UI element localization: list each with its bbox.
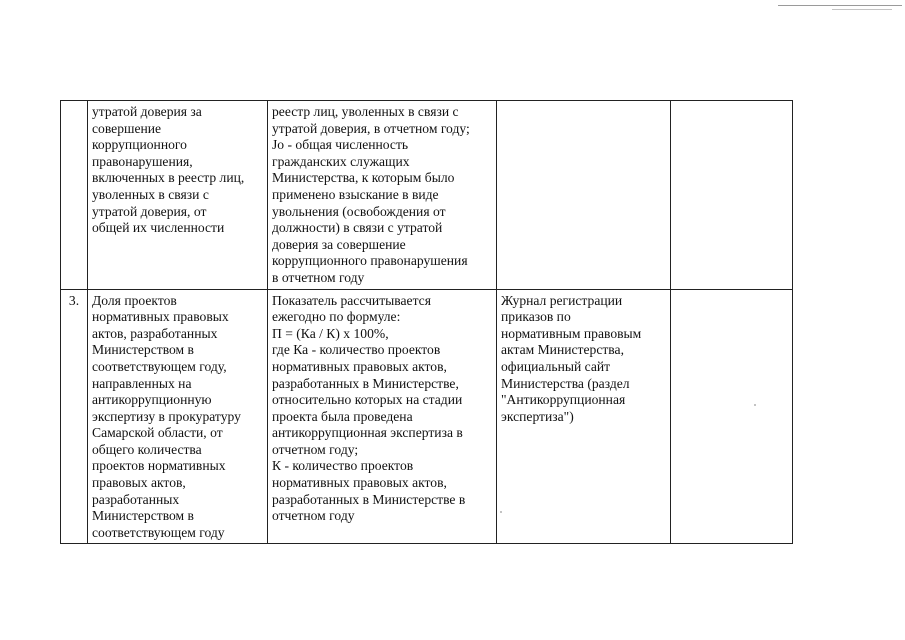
cell-text-line: проекта была проведена [272, 408, 413, 424]
cell-text-line: "Антикоррупционная [501, 392, 626, 408]
cell-text-line: коррупционного [92, 137, 187, 153]
cell-text-line: утратой доверия за [92, 104, 202, 119]
cell-text-line: Jо - общая численность [272, 137, 409, 153]
calculation-method-cell [268, 101, 497, 290]
cell-text-line: проектов нормативных [92, 458, 226, 474]
cell-text-line: нормативных правовых [92, 309, 229, 325]
cell-text-line: разработанных [92, 491, 180, 507]
cell-text-line: ежегодно по формуле: [272, 309, 401, 325]
cell-text-line: должности) в связи с утратой [272, 220, 443, 236]
cell-text-line: Министерства, к которым было [272, 170, 455, 186]
cell-text-line: разработанных в Министерстве, [272, 375, 459, 391]
cell-text-line: утратой доверия, в отчетном году; [272, 120, 470, 136]
cell-text-line: отчетном году [272, 508, 355, 524]
cell-text-line: общего количества [92, 441, 202, 457]
cell-text-line: официальный сайт [501, 358, 611, 374]
cell-text-line: уволенных в связи с [92, 186, 209, 202]
row-number-cell [61, 289, 88, 544]
cell-text-line: соответствующем году [92, 524, 225, 540]
cell-text-line: нормативным правовым [501, 325, 642, 341]
scan-speck [500, 511, 502, 513]
table-row [61, 289, 793, 544]
page-header-rule-secondary [832, 9, 892, 10]
cell-text-line: нормативных правовых актов, [272, 358, 447, 374]
cell-text-line: гражданских служащих [272, 153, 410, 169]
cell-text-line: антикоррупционную [92, 392, 212, 408]
cell-text-line: в отчетном году [272, 269, 365, 285]
extra-column-cell [671, 289, 793, 544]
cell-text-line: Министерством в [92, 342, 194, 358]
scan-speck [754, 404, 756, 406]
cell-text-line: Министерством в [92, 508, 194, 524]
cell-text-line: утратой доверия, от [92, 203, 207, 219]
cell-text-line: включенных в реестр лиц, [92, 170, 245, 186]
cell-text-line: общей их численности [92, 220, 225, 236]
indicator-name-cell [88, 289, 268, 544]
row-number-cell [61, 101, 88, 290]
extra-column-cell [671, 101, 793, 290]
cell-text-line: нормативных правовых актов, [272, 475, 447, 491]
row-number: 3. [68, 292, 80, 308]
data-source-cell [497, 101, 671, 290]
indicator-table [60, 100, 793, 544]
cell-text-line: разработанных в Министерстве в [272, 491, 466, 507]
cell-text-line: соответствующем году, [92, 358, 227, 374]
cell-text-line: отчетном году; [272, 441, 359, 457]
cell-text-line: Самарской области, от [92, 425, 223, 441]
cell-text-line: доверия за совершение [272, 236, 406, 252]
cell-text-line: приказов по [501, 309, 571, 325]
cell-text-line: Доля проектов [92, 292, 177, 308]
data-source-cell [497, 289, 671, 544]
table-row [61, 101, 793, 290]
indicator-name-cell [88, 101, 268, 290]
cell-text-line: применено взыскание в виде [272, 186, 439, 202]
cell-text-line: реестр лиц, уволенных в связи с [272, 104, 459, 119]
cell-text-line: совершение [92, 120, 162, 136]
cell-text-line: направленных на [92, 375, 192, 391]
cell-text-line: Журнал регистрации [501, 292, 623, 308]
cell-text-line: где Ка - количество проектов [272, 342, 441, 358]
cell-text-line: экспертиза") [501, 408, 574, 424]
cell-text-line: коррупционного правонарушения [272, 253, 468, 269]
cell-text-line: актам Министерства, [501, 342, 624, 358]
cell-text-line: антикоррупционная экспертиза в [272, 425, 463, 441]
cell-text-line: правонарушения, [92, 153, 193, 169]
cell-text-line: увольнения (освобождения от [272, 203, 446, 219]
cell-text-line: актов, разработанных [92, 325, 218, 341]
cell-text-line: правовых актов, [92, 475, 186, 491]
calculation-method-cell [268, 289, 497, 544]
cell-text-line: экспертизу в прокуратуру [92, 408, 241, 424]
cell-text-line: К - количество проектов [272, 458, 414, 474]
page-header-rule [778, 5, 902, 6]
cell-text-line: Показатель рассчитывается [272, 292, 431, 308]
cell-text-line: П = (Ка / К) x 100%, [272, 325, 389, 341]
cell-text-line: Министерства (раздел [501, 375, 630, 391]
cell-text-line: относительно которых на стадии [272, 392, 463, 408]
